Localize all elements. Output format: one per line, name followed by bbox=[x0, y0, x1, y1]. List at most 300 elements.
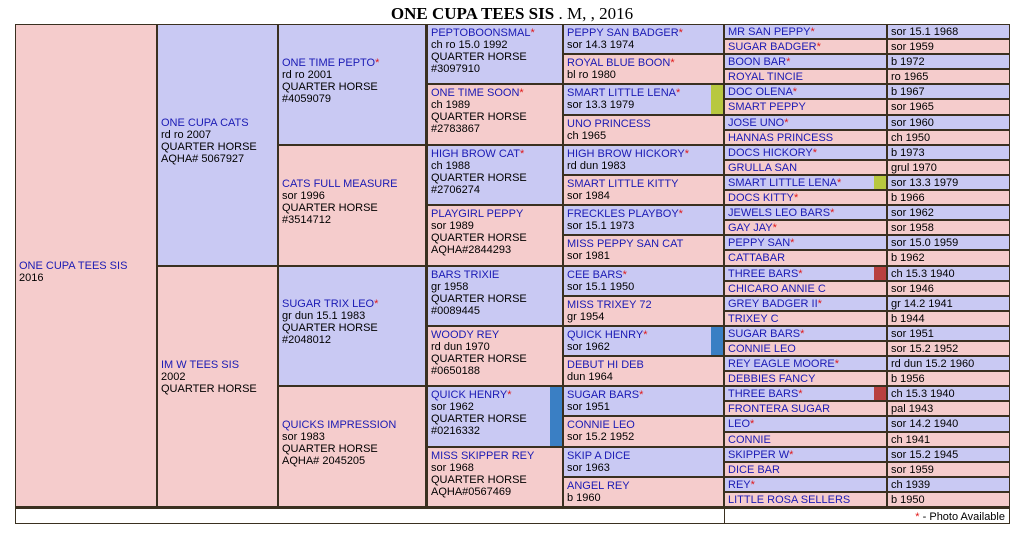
horse-name-link[interactable]: CONNIE LEO bbox=[728, 343, 796, 355]
horse-name-link[interactable]: GRULLA SAN bbox=[728, 162, 798, 174]
horse-detail: #2706274 bbox=[431, 184, 480, 196]
photo-available-star: * bbox=[678, 208, 683, 220]
photo-legend-star: * bbox=[915, 511, 920, 523]
horse-detail: rd dun 1983 bbox=[567, 160, 626, 172]
photo-legend-text: - Photo Available bbox=[919, 511, 1005, 523]
horse-name-line bbox=[567, 57, 720, 69]
horse-name-link[interactable]: FRECKLES PLAYBOY bbox=[567, 208, 679, 220]
photo-available-star: * bbox=[786, 56, 791, 68]
pedigree-cell bbox=[428, 25, 562, 83]
horse-name-link[interactable]: DOCS KITTY bbox=[728, 192, 795, 204]
pedigree-cell bbox=[725, 85, 886, 98]
horse-detail: QUARTER HORSE bbox=[282, 322, 378, 334]
horse-name-line bbox=[728, 26, 883, 38]
pedigree-cell bbox=[725, 100, 886, 114]
pedigree-cell bbox=[158, 267, 277, 506]
duplicate-marker bbox=[711, 327, 723, 355]
horse-name-link[interactable]: SUGAR BARS bbox=[728, 328, 801, 340]
photo-available-star: * bbox=[794, 192, 799, 204]
horse-name-link[interactable]: QUICK HENRY bbox=[431, 389, 508, 401]
horse-name-line bbox=[431, 148, 559, 160]
horse-detail: QUARTER HORSE bbox=[161, 382, 257, 395]
horse-name-line bbox=[431, 27, 559, 39]
horse-detail-cell: sor 13.3 1979 bbox=[888, 176, 1009, 189]
horse-detail: sor 15.1 1973 bbox=[567, 220, 635, 232]
photo-available-star: * bbox=[798, 388, 803, 400]
horse-detail-cell: ch 1941 bbox=[888, 433, 1009, 446]
horse-name-line bbox=[728, 373, 883, 385]
horse-name-link[interactable]: REY EAGLE MOORE bbox=[728, 358, 835, 370]
photo-available-star: * bbox=[837, 177, 842, 189]
horse-name-line bbox=[728, 283, 883, 295]
pedigree-cell bbox=[725, 448, 886, 461]
horse-name-line bbox=[567, 419, 720, 431]
horse-detail: #4059079 bbox=[282, 92, 331, 105]
horse-name-line bbox=[567, 27, 720, 39]
horse-name-line bbox=[728, 388, 883, 400]
horse-name-line bbox=[567, 208, 720, 220]
horse-detail-cell: sor 1959 bbox=[888, 40, 1009, 53]
horse-name-line bbox=[728, 268, 883, 280]
horse-name-line bbox=[567, 238, 720, 250]
horse-name-line bbox=[431, 87, 559, 99]
photo-available-star: * bbox=[830, 207, 835, 219]
horse-name-line bbox=[728, 86, 883, 98]
horse-name-line bbox=[728, 328, 883, 340]
horse-detail: QUARTER HORSE bbox=[431, 474, 527, 486]
horse-name-link[interactable]: SUGAR BADGER bbox=[728, 41, 817, 53]
horse-name-line bbox=[728, 494, 883, 506]
photo-available-star: * bbox=[374, 298, 379, 310]
horse-name-line bbox=[282, 419, 422, 431]
pedigree-cell bbox=[725, 267, 886, 280]
horse-name-link[interactable]: CEE BARS bbox=[567, 269, 623, 281]
horse-name-link[interactable]: ROYAL BLUE BOON bbox=[567, 57, 671, 69]
pedigree-cell bbox=[564, 116, 723, 144]
photo-legend bbox=[725, 509, 1009, 523]
horse-name-line bbox=[728, 56, 883, 68]
pedigree-cell bbox=[725, 70, 886, 83]
horse-detail: AQHA#2844293 bbox=[431, 244, 512, 256]
horse-name-link[interactable]: QUICK HENRY bbox=[567, 329, 644, 341]
horse-name-line bbox=[728, 403, 883, 415]
horse-name-link[interactable]: ONE CUPA CATS bbox=[161, 117, 249, 129]
pedigree-cell bbox=[725, 327, 886, 340]
pedigree-cell bbox=[725, 297, 886, 310]
horse-detail: #2048012 bbox=[282, 334, 331, 346]
horse-detail: sor 15.1 1950 bbox=[567, 281, 635, 293]
photo-available-star: * bbox=[507, 389, 512, 401]
horse-name-link[interactable]: MR SAN PEPPY bbox=[728, 26, 811, 38]
horse-detail-cell: b 1956 bbox=[888, 372, 1009, 385]
horse-detail-cell: b 1967 bbox=[888, 85, 1009, 98]
pedigree-cell bbox=[725, 161, 886, 174]
horse-name-line bbox=[567, 329, 720, 341]
horse-name-line bbox=[282, 298, 422, 310]
photo-available-star: * bbox=[643, 329, 648, 341]
horse-name-line bbox=[728, 237, 883, 249]
horse-name-link[interactable]: CONNIE LEO bbox=[567, 419, 635, 431]
horse-name-link[interactable]: PEPPY SAN bbox=[728, 237, 791, 249]
horse-name-link[interactable]: SMART PEPPY bbox=[728, 101, 806, 113]
pedigree-cell bbox=[725, 342, 886, 355]
pedigree-cell bbox=[428, 267, 562, 325]
horse-name-line bbox=[567, 450, 720, 462]
horse-name-line bbox=[728, 252, 883, 264]
horse-detail: #0089445 bbox=[431, 305, 480, 317]
horse-name-line bbox=[431, 208, 559, 220]
pedigree-cell bbox=[725, 357, 886, 370]
photo-available-star: * bbox=[834, 358, 840, 370]
horse-name-link[interactable]: BOON BAR bbox=[728, 56, 787, 68]
photo-available-star: * bbox=[817, 298, 822, 310]
horse-name-link[interactable]: JEWELS LEO BARS bbox=[728, 207, 831, 219]
photo-available-star: * bbox=[816, 41, 821, 53]
horse-detail: sor 1951 bbox=[567, 401, 610, 413]
pedigree-cell bbox=[725, 221, 886, 234]
horse-name-link[interactable]: WOODY REY bbox=[431, 329, 500, 341]
pedigree-cell bbox=[725, 251, 886, 265]
horse-detail-cell: b 1973 bbox=[888, 146, 1009, 159]
horse-detail: QUARTER HORSE bbox=[161, 141, 257, 153]
horse-name-line bbox=[567, 269, 720, 281]
horse-name-link[interactable]: CATTABAR bbox=[728, 252, 786, 264]
photo-available-star: * bbox=[676, 87, 681, 99]
horse-name-link[interactable]: REY bbox=[728, 479, 751, 491]
horse-name-line bbox=[728, 464, 883, 476]
horse-name-link[interactable]: ROYAL TINCIE bbox=[728, 71, 803, 83]
duplicate-marker bbox=[711, 85, 723, 114]
horse-name-link[interactable]: SUGAR BARS bbox=[567, 389, 640, 401]
horse-detail: ch ro 15.0 1992 bbox=[431, 39, 508, 51]
horse-name-line bbox=[728, 343, 883, 355]
horse-name-link[interactable]: CATS FULL MEASURE bbox=[282, 177, 398, 190]
horse-detail-cell: sor 1962 bbox=[888, 206, 1009, 219]
horse-detail: #3097910 bbox=[431, 63, 480, 75]
horse-name-link[interactable]: PLAYGIRL PEPPY bbox=[431, 208, 524, 220]
pedigree-cell bbox=[564, 206, 723, 234]
duplicate-marker bbox=[874, 176, 886, 189]
horse-detail-cell: b 1962 bbox=[888, 251, 1009, 265]
horse-detail: QUARTER HORSE bbox=[282, 442, 378, 455]
horse-detail: #0216332 bbox=[431, 425, 480, 437]
horse-name-link[interactable]: ONE CUPA TEES SIS bbox=[19, 259, 128, 272]
horse-name-link[interactable]: SKIP A DICE bbox=[567, 450, 631, 462]
photo-available-star: * bbox=[789, 449, 794, 461]
horse-name-title: ONE CUPA TEES SIS bbox=[390, 4, 555, 23]
horse-detail-cell: b 1950 bbox=[888, 493, 1009, 506]
horse-detail: QUARTER HORSE bbox=[431, 232, 527, 244]
horse-detail-cell: sor 1965 bbox=[888, 100, 1009, 114]
pedigree-cell bbox=[564, 297, 723, 325]
pedigree-cell bbox=[428, 85, 562, 144]
horse-detail-cell: sor 15.0 1959 bbox=[888, 236, 1009, 249]
photo-available-star: * bbox=[798, 268, 803, 280]
photo-available-star: * bbox=[800, 328, 805, 340]
horse-detail: sor 1962 bbox=[431, 401, 474, 413]
horse-name-line bbox=[567, 148, 720, 160]
horse-detail-cell: sor 1946 bbox=[888, 282, 1009, 295]
pedigree-cell bbox=[279, 387, 425, 506]
horse-name-line bbox=[567, 480, 720, 492]
horse-name-link[interactable]: THREE BARS bbox=[728, 268, 799, 280]
pedigree-cell bbox=[725, 282, 886, 295]
horse-name-link[interactable]: ONE TIME PEPTO bbox=[282, 56, 376, 69]
pedigree-cell bbox=[564, 267, 723, 295]
horse-name-link[interactable]: SMART LITTLE LENA bbox=[728, 177, 838, 189]
horse-detail: rd ro 2007 bbox=[161, 129, 212, 141]
horse-name-link[interactable]: QUICKS IMPRESSION bbox=[282, 418, 397, 431]
pedigree-cell bbox=[725, 206, 886, 219]
pedigree-cell bbox=[564, 25, 723, 53]
horse-detail-cell: ro 1965 bbox=[888, 70, 1009, 83]
horse-detail: QUARTER HORSE bbox=[431, 353, 527, 365]
horse-name-link[interactable]: DEBUT HI DEB bbox=[567, 359, 644, 371]
photo-available-star: * bbox=[670, 57, 675, 69]
pedigree-cell bbox=[158, 25, 277, 265]
pedigree-cell bbox=[725, 372, 886, 385]
horse-detail: rd dun 1970 bbox=[431, 341, 490, 353]
horse-name-link[interactable]: MISS PEPPY SAN CAT bbox=[567, 238, 684, 250]
photo-available-star: * bbox=[810, 26, 815, 38]
pedigree-cell bbox=[725, 402, 886, 415]
horse-name-line bbox=[728, 434, 883, 446]
horse-detail: bl ro 1980 bbox=[567, 69, 616, 81]
pedigree-cell bbox=[428, 327, 562, 385]
horse-detail-cell: ch 1950 bbox=[888, 131, 1009, 144]
photo-available-star: * bbox=[790, 237, 795, 249]
pedigree-cell bbox=[428, 206, 562, 265]
horse-name-line bbox=[728, 479, 883, 491]
horse-name-line bbox=[161, 359, 274, 371]
horse-detail: 2002 bbox=[161, 370, 186, 383]
pedigree-cell bbox=[725, 236, 886, 249]
pedigree-cell bbox=[564, 55, 723, 83]
horse-detail: sor 13.3 1979 bbox=[567, 99, 635, 111]
horse-detail: sor 1962 bbox=[567, 341, 610, 353]
horse-detail: QUARTER HORSE bbox=[282, 80, 378, 93]
horse-name-link[interactable]: DICE BAR bbox=[728, 464, 780, 476]
horse-name-line bbox=[728, 222, 883, 234]
pedigree-cell bbox=[725, 463, 886, 476]
photo-available-star: * bbox=[750, 479, 755, 491]
horse-name-line bbox=[567, 299, 720, 311]
horse-name-line bbox=[728, 418, 883, 430]
horse-name-link[interactable]: FRONTERA SUGAR bbox=[728, 403, 831, 415]
pedigree-cell bbox=[725, 40, 886, 53]
horse-name-link[interactable]: ONE TIME SOON bbox=[431, 87, 520, 99]
horse-name-link[interactable]: DOCS HICKORY bbox=[728, 147, 813, 159]
pedigree-cell bbox=[725, 191, 886, 204]
horse-detail-cell: sor 14.2 1940 bbox=[888, 417, 1009, 431]
horse-detail-cell: sor 1951 bbox=[888, 327, 1009, 340]
horse-detail: #0650188 bbox=[431, 365, 480, 377]
horse-name-link[interactable]: HANNAS PRINCESS bbox=[728, 132, 834, 144]
pedigree-cell bbox=[725, 176, 886, 189]
horse-detail: QUARTER HORSE bbox=[431, 293, 527, 305]
horse-name-line bbox=[728, 117, 883, 129]
photo-available-star: * bbox=[622, 269, 627, 281]
duplicate-marker bbox=[874, 387, 886, 400]
horse-detail: sor 1963 bbox=[567, 462, 610, 474]
horse-name-link[interactable]: UNO PRINCESS bbox=[567, 118, 651, 130]
horse-name-line bbox=[431, 389, 559, 401]
photo-available-star: * bbox=[639, 389, 644, 401]
horse-name-link[interactable]: GREY BADGER II bbox=[728, 298, 818, 310]
horse-name-link[interactable]: SUGAR TRIX LEO bbox=[282, 298, 375, 310]
horse-detail: gr dun 15.1 1983 bbox=[282, 310, 366, 322]
horse-detail: QUARTER HORSE bbox=[431, 51, 527, 63]
horse-detail-cell: sor 15.2 1952 bbox=[888, 342, 1009, 355]
horse-name-link[interactable]: DOC OLENA bbox=[728, 86, 793, 98]
pedigree-cell bbox=[428, 448, 562, 506]
horse-name-line bbox=[567, 389, 720, 401]
horse-name-line bbox=[19, 260, 153, 272]
horse-detail-cell: sor 1959 bbox=[888, 463, 1009, 476]
photo-available-star: * bbox=[530, 27, 535, 39]
pedigree-cell bbox=[564, 357, 723, 385]
horse-detail: AQHA# 5067927 bbox=[161, 153, 245, 165]
horse-name-link[interactable]: LITTLE ROSA SELLERS bbox=[728, 494, 851, 506]
horse-name-line bbox=[161, 117, 274, 129]
horse-name-line bbox=[728, 41, 883, 53]
horse-detail: sor 1984 bbox=[567, 190, 610, 202]
horse-name-line bbox=[728, 71, 883, 83]
pedigree-cell bbox=[725, 25, 886, 38]
horse-detail-cell: sor 15.2 1945 bbox=[888, 448, 1009, 461]
pedigree-cell bbox=[564, 448, 723, 476]
pedigree-cell bbox=[725, 478, 886, 491]
photo-available-star: * bbox=[792, 86, 798, 98]
horse-detail: rd ro 2001 bbox=[282, 68, 333, 81]
pedigree-cell bbox=[564, 146, 723, 174]
horse-name-line bbox=[282, 57, 422, 69]
pedigree-cell bbox=[564, 176, 723, 204]
horse-name-line bbox=[728, 449, 883, 461]
pedigree-cell bbox=[725, 55, 886, 68]
horse-name-line bbox=[728, 147, 883, 159]
pedigree-cell bbox=[725, 312, 886, 325]
horse-detail-cell: ch 15.3 1940 bbox=[888, 387, 1009, 400]
horse-detail: b 1960 bbox=[567, 492, 601, 504]
horse-name-line bbox=[728, 358, 883, 370]
horse-name-line bbox=[431, 269, 559, 281]
pedigree-cell bbox=[725, 493, 886, 506]
horse-detail: QUARTER HORSE bbox=[282, 201, 378, 214]
horse-name-link[interactable]: IM W TEES SIS bbox=[161, 358, 240, 371]
horse-name-link[interactable]: GAY JAY bbox=[728, 222, 773, 234]
horse-name-link[interactable]: SMART LITTLE LENA bbox=[567, 87, 677, 99]
pedigree-cell bbox=[564, 478, 723, 506]
pedigree-cell bbox=[564, 85, 723, 114]
horse-name-link[interactable]: CHICARO ANNIE C bbox=[728, 283, 826, 295]
horse-detail: ch 1988 bbox=[431, 160, 471, 172]
horse-name-line bbox=[567, 118, 720, 130]
footer-left bbox=[16, 509, 724, 523]
pedigree-cell bbox=[16, 25, 156, 506]
photo-available-star: * bbox=[520, 148, 525, 160]
horse-name-line bbox=[728, 313, 883, 325]
horse-detail-cell: gr 14.2 1941 bbox=[888, 297, 1009, 310]
horse-detail-cell: pal 1943 bbox=[888, 402, 1009, 415]
horse-name-link[interactable]: PEPTOBOONSMAL bbox=[431, 27, 531, 39]
horse-name-line bbox=[567, 178, 720, 190]
pedigree-cell bbox=[428, 146, 562, 204]
photo-available-star: * bbox=[750, 418, 755, 430]
pedigree-cell bbox=[564, 327, 723, 355]
horse-name-link[interactable]: JOSE UNO bbox=[728, 117, 785, 129]
horse-detail: AQHA#0567469 bbox=[431, 486, 512, 498]
horse-detail: sor 1968 bbox=[431, 462, 474, 474]
pedigree-cell bbox=[564, 387, 723, 415]
horse-name-link[interactable]: TRIXEY C bbox=[728, 313, 779, 325]
horse-name-link[interactable]: LEO bbox=[728, 418, 751, 430]
photo-available-star: * bbox=[678, 27, 683, 39]
pedigree-cell bbox=[725, 417, 886, 431]
horse-name-link[interactable]: THREE BARS bbox=[728, 388, 799, 400]
horse-name-link[interactable]: PEPPY SAN BADGER bbox=[567, 27, 679, 39]
horse-name-line bbox=[567, 87, 720, 99]
photo-available-star: * bbox=[772, 222, 777, 234]
horse-detail: gr 1954 bbox=[567, 311, 605, 323]
horse-detail-cell: sor 1958 bbox=[888, 221, 1009, 234]
pedigree-cell bbox=[564, 417, 723, 446]
horse-detail: AQHA# 2045205 bbox=[282, 454, 366, 467]
pedigree-cell bbox=[725, 387, 886, 400]
horse-name-link[interactable]: BARS TRIXIE bbox=[431, 269, 500, 281]
photo-available-star: * bbox=[519, 87, 524, 99]
horse-detail-cell: b 1972 bbox=[888, 55, 1009, 68]
horse-detail-cell: ch 1939 bbox=[888, 478, 1009, 491]
horse-name-link[interactable]: HIGH BROW HICKORY bbox=[567, 148, 685, 160]
pedigree-title bbox=[0, 4, 1024, 24]
horse-name-link[interactable]: CONNIE bbox=[728, 434, 771, 446]
horse-detail: sor 1996 bbox=[282, 189, 325, 202]
horse-name-line bbox=[728, 298, 883, 310]
horse-name-line bbox=[728, 207, 883, 219]
horse-detail-cell: sor 15.1 1968 bbox=[888, 25, 1009, 38]
horse-name-link[interactable]: HIGH BROW CAT bbox=[431, 148, 521, 160]
horse-detail-cell: rd dun 15.2 1960 bbox=[888, 357, 1009, 370]
horse-detail: gr 1958 bbox=[431, 281, 469, 293]
horse-detail: QUARTER HORSE bbox=[431, 111, 527, 123]
horse-name-link[interactable]: MISS TRIXEY 72 bbox=[567, 299, 652, 311]
horse-name-line bbox=[728, 177, 883, 189]
horse-name-link[interactable]: ANGEL REY bbox=[567, 480, 630, 492]
horse-name-link[interactable]: MISS SKIPPER REY bbox=[431, 450, 535, 462]
pedigree-chart bbox=[15, 24, 1010, 524]
pedigree-cell bbox=[725, 146, 886, 159]
photo-available-star: * bbox=[784, 117, 789, 129]
photo-available-star: * bbox=[812, 147, 818, 159]
photo-available-star: * bbox=[684, 148, 690, 160]
pedigree-cell bbox=[725, 433, 886, 446]
pedigree-cell bbox=[279, 267, 425, 385]
horse-detail: sor 15.2 1952 bbox=[567, 431, 635, 443]
horse-detail-cell: b 1966 bbox=[888, 191, 1009, 204]
horse-name-link[interactable]: SKIPPER W bbox=[728, 449, 790, 461]
horse-detail-cell: b 1944 bbox=[888, 312, 1009, 325]
horse-name-link[interactable]: SMART LITTLE KITTY bbox=[567, 178, 679, 190]
horse-name-line bbox=[567, 359, 720, 371]
pedigree-cell bbox=[725, 131, 886, 144]
horse-name-link[interactable]: DEBBIES FANCY bbox=[728, 373, 816, 385]
duplicate-marker bbox=[874, 267, 886, 280]
horse-detail: dun 1964 bbox=[567, 371, 613, 383]
horse-detail-cell: sor 1960 bbox=[888, 116, 1009, 129]
horse-name-line bbox=[728, 192, 883, 204]
horse-detail: #3514712 bbox=[282, 213, 331, 226]
